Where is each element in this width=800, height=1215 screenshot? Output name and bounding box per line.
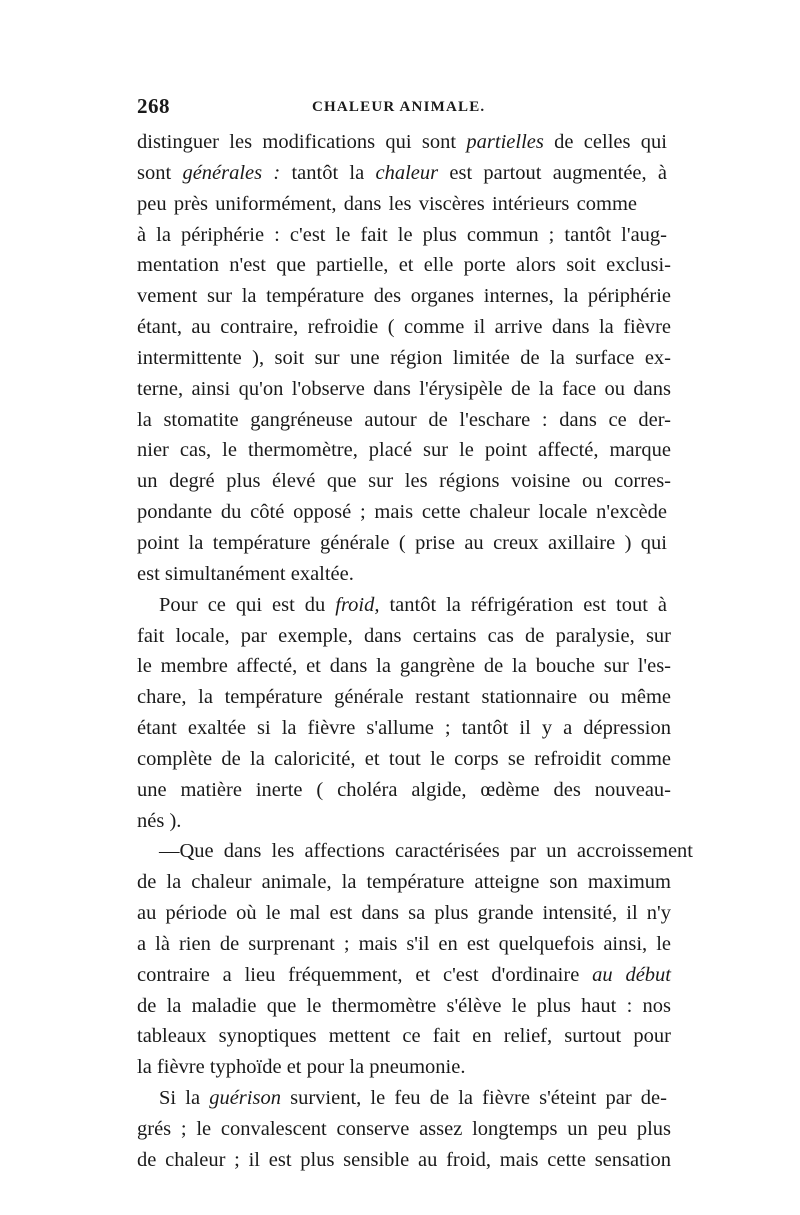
text-run: intermittente ), soit sur une région limitée de la surface ex- — [137, 346, 671, 369]
running-title: CHALEUR ANIMALE. — [312, 99, 486, 115]
text-run: peu près uniformément, dans les viscères intérieurs comme — [137, 192, 637, 215]
text-line — [137, 621, 671, 652]
body-text — [137, 127, 693, 1176]
text-run: pondante du côté opposé ; mais cette chaleur locale n'excède — [137, 501, 667, 524]
text-line — [137, 590, 667, 621]
italic-text-run: au début — [592, 963, 672, 986]
text-run: de celles qui — [543, 131, 667, 153]
text-run: étant exaltée si la fièvre s'allume ; tantôt il y a dépression — [137, 717, 671, 740]
text-line — [137, 806, 667, 837]
text-line — [137, 1052, 667, 1083]
italic-text-run: guérison — [209, 1087, 281, 1110]
text-run: à la périphérie : c'est le fait le plus commun ; tantôt l'aug- — [137, 223, 667, 246]
text-line — [137, 836, 693, 867]
text-line — [137, 651, 671, 682]
text-line — [137, 1145, 671, 1176]
text-run: le membre affecté, et dans la gangrène de la bouche sur l'es- — [137, 655, 671, 678]
text-run: la stomatite gangréneuse autour de l'eschare : dans ce der- — [137, 408, 671, 431]
text-run: est partout augmentée, à — [438, 161, 668, 184]
text-line — [137, 867, 671, 898]
text-line — [137, 775, 671, 806]
text-line — [137, 127, 667, 158]
text-run: nés ). — [137, 809, 182, 832]
text-line — [137, 497, 667, 528]
text-line — [137, 744, 671, 775]
text-line — [137, 1083, 667, 1114]
text-line — [137, 312, 671, 343]
text-run: —Que dans les affections caractérisées par un accroissement — [159, 840, 693, 863]
text-run: survient, le feu de la fièvre s'éteint par de- — [280, 1087, 667, 1110]
text-line — [137, 405, 671, 436]
text-line — [137, 713, 671, 744]
running-header — [137, 94, 667, 124]
text-run: point la température générale ( prise au creux axillaire ) qui — [137, 531, 667, 554]
text-line — [137, 898, 671, 929]
text-run: de la maladie que le thermomètre s'élève le plus haut : nos — [137, 994, 671, 1017]
text-line — [137, 281, 671, 312]
text-run: terne, ainsi qu'on l'observe dans l'érysipèle de la face ou dans — [137, 377, 671, 400]
italic-text-run: chaleur — [375, 161, 439, 184]
text-run: mentation n'est que partielle, et elle porte alors soit exclusi- — [137, 254, 671, 277]
text-run: distinguer les modifications qui sont — [137, 131, 467, 153]
text-line — [137, 1114, 671, 1145]
italic-text-run: générales : — [182, 161, 281, 184]
page-number: 268 — [137, 94, 170, 118]
text-line — [137, 435, 671, 466]
text-run: la fièvre typhoïde et pour la pneumonie. — [137, 1056, 466, 1079]
text-run: sont — [137, 161, 183, 184]
text-run: tableaux synoptiques mettent ce fait en relief, surtout pour — [137, 1025, 671, 1048]
text-run: de chaleur ; il est plus sensible au froid, mais cette sensation — [137, 1148, 671, 1171]
text-run: tantôt la réfrigération est tout à — [379, 593, 667, 616]
italic-text-run: partielles — [466, 131, 544, 153]
text-run: grés ; le convalescent conserve assez longtemps un peu plus — [137, 1118, 671, 1140]
italic-text-run: froid, — [335, 593, 380, 616]
text-line — [137, 991, 671, 1022]
text-run: fait locale, par exemple, dans certains cas de paralysie, sur — [137, 624, 671, 647]
text-line — [137, 220, 667, 251]
text-line — [137, 250, 671, 281]
text-line — [137, 528, 667, 559]
text-run: de la chaleur animale, la température atteigne son maximum — [137, 871, 671, 894]
text-line — [137, 189, 637, 220]
text-line — [137, 960, 671, 991]
text-run: contraire a lieu fréquemment, et c'est d'ordinaire — [137, 963, 593, 986]
text-run: complète de la caloricité, et tout le corps se refroidit comme — [137, 747, 671, 770]
text-line — [137, 343, 671, 374]
text-run: vement sur la température des organes internes, la périphérie — [137, 285, 671, 308]
text-line — [137, 929, 671, 960]
text-run: un degré plus élevé que sur les régions voisine ou corres- — [137, 470, 671, 493]
text-line — [137, 466, 671, 497]
text-run: a là rien de surprenant ; mais s'il en est quelquefois ainsi, le — [137, 932, 671, 955]
text-run: est simultanément exaltée. — [137, 562, 354, 585]
text-line — [137, 374, 671, 405]
text-line — [137, 158, 667, 189]
text-line — [137, 1021, 671, 1052]
text-run: Pour ce qui est du — [159, 593, 336, 616]
text-run: étant, au contraire, refroidie ( comme il arrive dans la fièvre — [137, 316, 671, 339]
text-run: tantôt la — [280, 161, 376, 184]
text-run: nier cas, le thermomètre, placé sur le point affecté, marque — [137, 439, 671, 462]
text-run: une matière inerte ( choléra algide, œdème des nouveau- — [137, 778, 671, 801]
text-line — [137, 682, 671, 713]
text-run: Si la — [159, 1087, 210, 1110]
text-run: chare, la température générale restant stationnaire ou même — [137, 686, 671, 709]
text-line — [137, 559, 667, 590]
text-run: au période où le mal est dans sa plus grande intensité, il n'y — [137, 902, 671, 925]
